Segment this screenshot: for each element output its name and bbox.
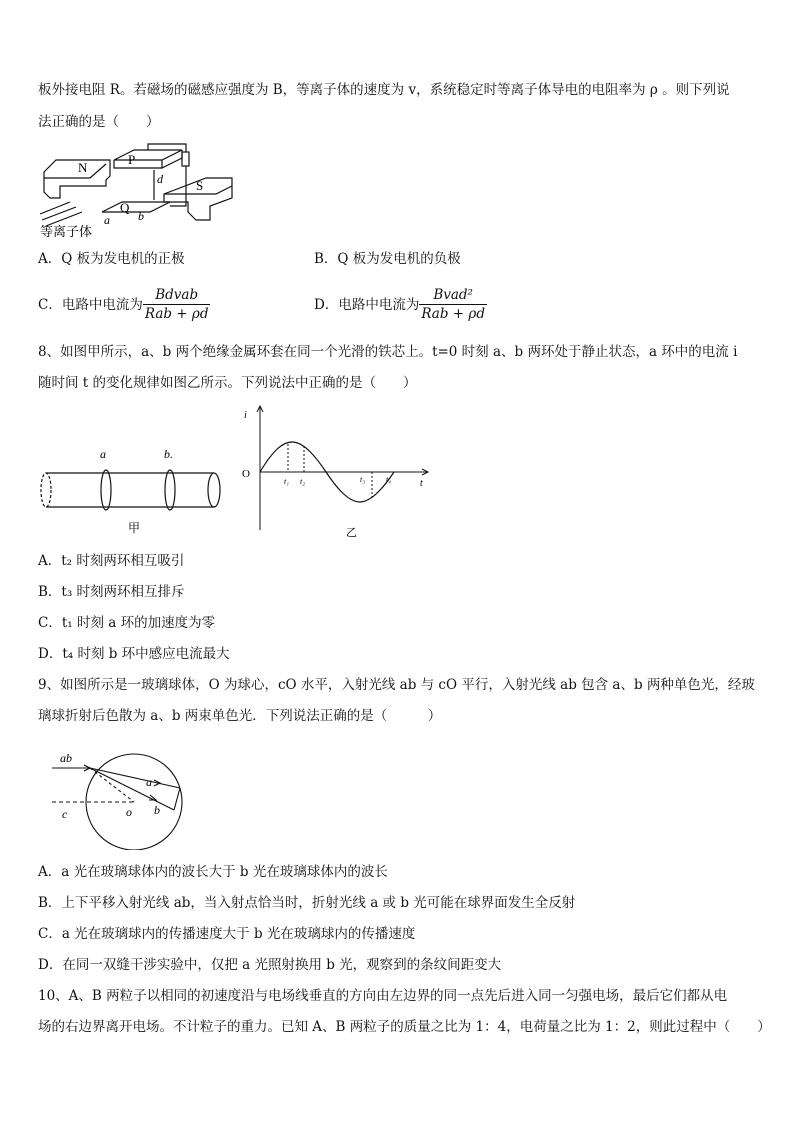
- ring-a-label: a: [100, 447, 106, 461]
- q9-option-c: C．a 光在玻璃球内的传播速度大于 b 光在玻璃球内的传播速度: [38, 926, 416, 942]
- q7-option-c: [38, 286, 210, 323]
- q7-option-d: [314, 286, 487, 323]
- plasma-generator-figure: [36, 140, 246, 240]
- q7-option-a: A．Q 板为发电机的正极: [38, 251, 185, 267]
- label-d: d: [157, 172, 163, 186]
- caption-yi: 乙: [346, 527, 357, 539]
- ray-ab-label: ab: [60, 751, 72, 765]
- q7-option-c-fraction: [143, 286, 211, 323]
- q9-option-b: B．上下平移入射光线 ab，当入射点恰当时，折射光线 a 或 b 光可能在球界面发生全反射: [38, 895, 576, 911]
- q8-option-c: C．t₁ 时刻 a 环的加速度为零: [38, 615, 216, 631]
- q8-option-b: B．t₃ 时刻两环相互排斥: [38, 584, 185, 600]
- q7-option-c-denominator: Rab + ρd: [144, 306, 209, 322]
- q9-stem-line2: 璃球折射后色散为 a、b 两束单色光．下列说法正确的是（ ）: [38, 708, 442, 724]
- current-time-graph: [236, 402, 436, 542]
- iron-core-figure: [36, 440, 236, 540]
- q7-option-d-numerator: Bvad²: [419, 286, 487, 305]
- q10-stem-line2: 场的右边界离开电场。不计粒子的重力。已知 A、B 两粒子的质量之比为 1：4，电荷量之比为 1：2，则此过程中（ ）: [38, 1019, 771, 1035]
- label-Q: Q: [120, 200, 130, 215]
- label-P: P: [128, 152, 136, 167]
- q7-option-d-denominator: Rab + ρd: [421, 306, 485, 322]
- q7-option-d-prefix: D．电路中电流为: [314, 296, 420, 313]
- ring-b-label: b.: [164, 447, 173, 461]
- q9-stem-line1: 9、如图所示是一玻璃球体，O 为球心，cO 水平，入射光线 ab 与 cO 平行，入射光线 ab 包含 a、b 两种单色光，经玻: [38, 677, 755, 693]
- q7-stem-line1: 板外接电阻 R。若磁场的磁感应强度为 B，等离子体的速度为 v，系统稳定时等离子体导电的电阻率为 ρ 。则下列说: [38, 82, 730, 98]
- t4-label: t₄: [386, 475, 392, 484]
- q7-option-b: B．Q 板为发电机的负极: [314, 251, 461, 267]
- q9-option-a: A．a 光在玻璃球体内的波长大于 b 光在玻璃球体内的波长: [38, 864, 388, 880]
- q9-option-d: D．在同一双缝干涉实验中，仅把 a 光照射换用 b 光，观察到的条纹间距变大: [38, 957, 502, 973]
- ray-b-label: b: [154, 803, 160, 817]
- q8-option-d: D．t₄ 时刻 b 环中感应电流最大: [38, 646, 230, 662]
- label-S: S: [196, 178, 204, 193]
- q8-stem-line1: 8、如图甲所示，a、b 两个绝缘金属环套在同一个光滑的铁芯上。t=0 时刻 a、b 两环处于静止状态，a 环中的电流 i: [38, 344, 738, 360]
- t3-label: t₃: [360, 475, 366, 484]
- q7-option-d-fraction: [419, 286, 487, 323]
- center-o-label: o: [126, 805, 132, 819]
- t1-label: t₁: [284, 477, 290, 486]
- label-b: b: [138, 209, 144, 223]
- t2-label: t₂: [300, 477, 306, 486]
- origin-label: O: [242, 468, 250, 480]
- point-c-label: c: [62, 807, 68, 821]
- q7-option-c-numerator: Bdvab: [143, 286, 211, 305]
- label-N: N: [78, 160, 88, 175]
- glass-sphere-figure: [50, 740, 220, 850]
- q7-stem-line2: 法正确的是（ ）: [38, 114, 160, 130]
- q10-stem-line1: 10、A、B 两粒子以相同的初速度沿与电场线垂直的方向由左边界的同一点先后进入同一匀强电场，最后它们都从电: [38, 988, 728, 1004]
- q8-stem-line2: 随时间 t 的变化规律如图乙所示。下列说法中正确的是（ ）: [38, 375, 417, 391]
- caption-jia: 甲: [128, 521, 141, 535]
- label-plasma: 等离子体: [40, 224, 93, 239]
- axis-t-label: t: [420, 478, 423, 489]
- q8-option-a: A．t₂ 时刻两环相互吸引: [38, 553, 185, 569]
- q7-option-c-prefix: C．电路中电流为: [38, 296, 143, 313]
- ray-a-label: a: [146, 775, 152, 789]
- axis-i-label: i: [244, 410, 247, 421]
- label-a: a: [104, 213, 110, 227]
